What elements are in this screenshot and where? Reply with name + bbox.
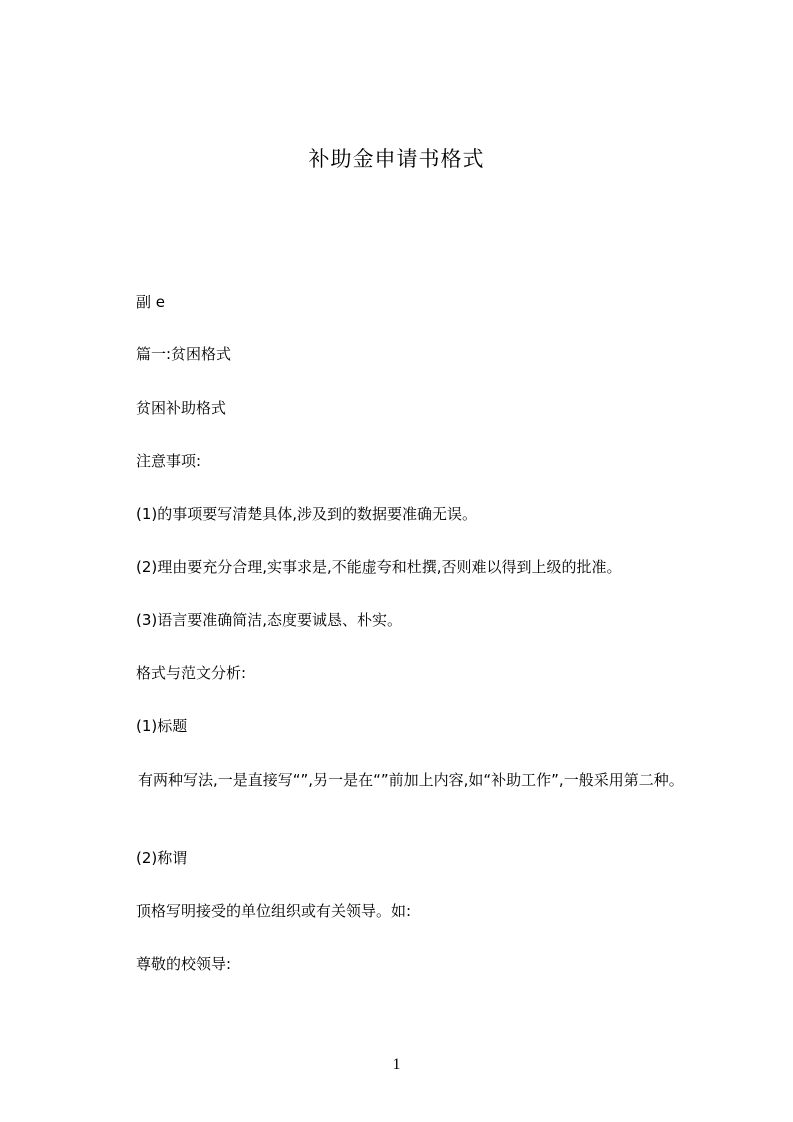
paragraph: 注意事项: bbox=[136, 452, 202, 470]
paragraph: 篇一:贫困格式 bbox=[136, 345, 232, 363]
page-number: 1 bbox=[392, 1056, 401, 1073]
paragraph: 副 e bbox=[136, 293, 165, 311]
paragraph: 贫困补助格式 bbox=[136, 399, 227, 417]
paragraph: (2)称谓 bbox=[136, 849, 188, 867]
paragraph-wrapped: 有两种写法,一是直接写“”,另一是在“”前加上内容,如“补助工作”,一般采用第二种。 bbox=[138, 771, 684, 789]
paragraph: (3)语言要准确简洁,态度要诚恳、朴实。 bbox=[136, 611, 403, 629]
paragraph: (1)标题 bbox=[136, 717, 188, 735]
paragraph: 尊敬的校领导: bbox=[136, 955, 232, 973]
paragraph: (2)理由要充分合理,实事求是,不能虚夸和杜撰,否则难以得到上级的批准。 bbox=[136, 558, 622, 576]
paragraph: 顶格写明接受的单位组织或有关领导。如: bbox=[136, 902, 412, 920]
paragraph: (1)的事项要写清楚具体,涉及到的数据要准确无误。 bbox=[136, 505, 478, 523]
document-title: 补助金申请书格式 bbox=[308, 147, 485, 171]
paragraph: 格式与范文分析: bbox=[136, 664, 247, 682]
